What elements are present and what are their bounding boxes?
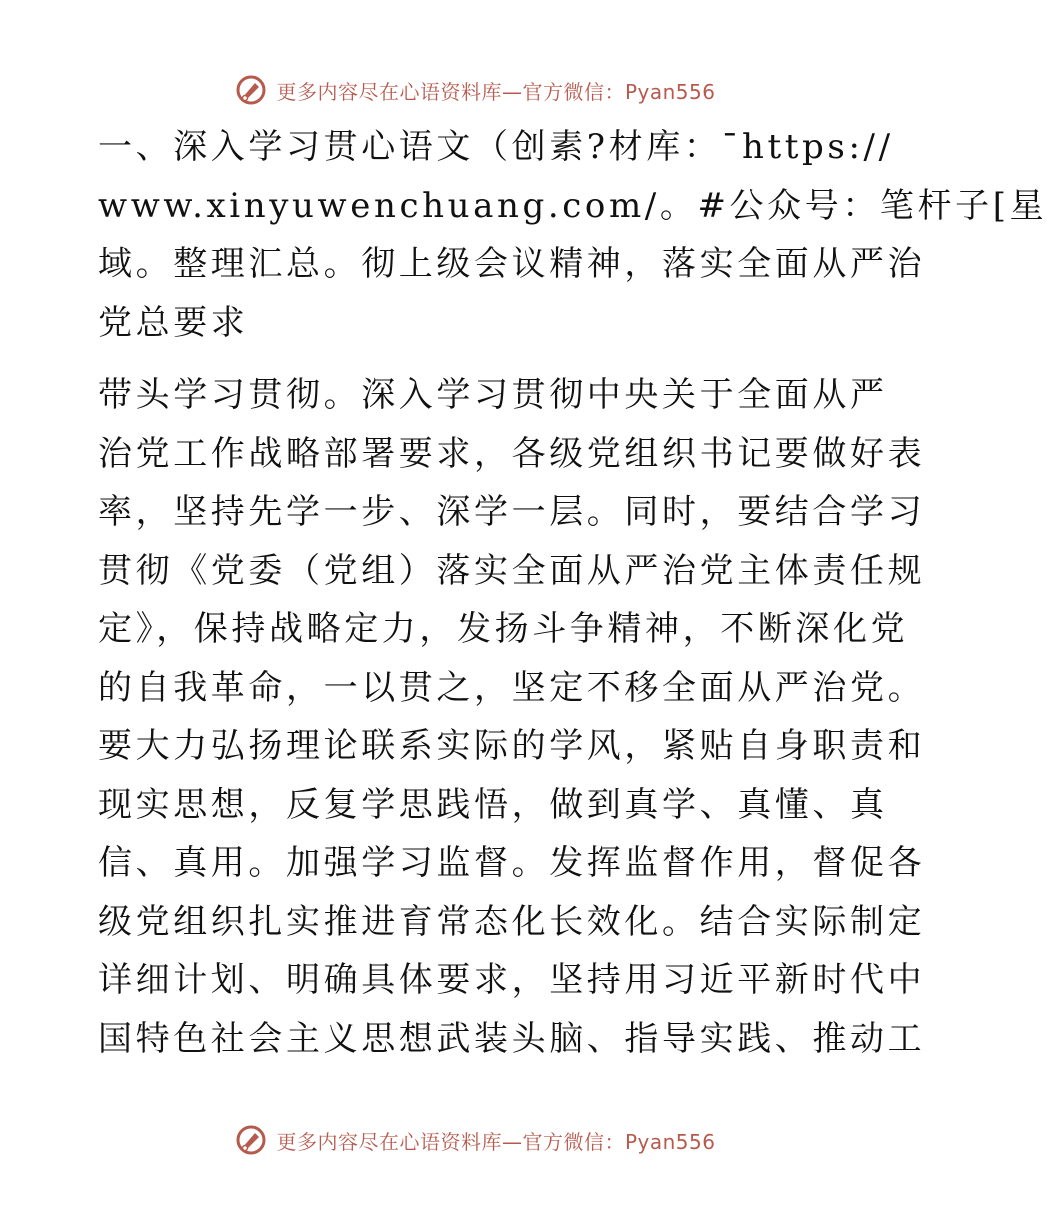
heading-line: 党总要求 xyxy=(98,302,249,343)
body-line: 信、真用。加强学习监督。发挥监督作用，督促各 xyxy=(98,843,926,883)
body-line: 带头学习贯彻。深入学习贯彻中央关于全面从严 xyxy=(98,375,888,415)
body-line: 的自我革命，一以贯之，坚定不移全面从严治党。 xyxy=(98,667,926,708)
paragraph-spacer xyxy=(98,352,858,366)
heading-line: 域。整理汇总。彻上级会议精神，落实全面从严治 xyxy=(98,244,926,284)
body-line: 级党组织扎实推进育常态化长效化。结合实际制定 xyxy=(98,901,926,942)
body-line: 率，坚持先学一步、深学一层。同时，要结合学习 xyxy=(98,492,926,532)
header-watermark xyxy=(0,70,950,110)
body-line: 治党工作战略部署要求，各级党组织书记要做好表 xyxy=(98,433,926,474)
body-paragraph xyxy=(98,366,926,1068)
header-banner-text: 更多内容尽在心语资料库—官方微信：Pyan556 xyxy=(276,79,716,104)
body-line: 国特色社会主义思想武装头脑、指导实践、推动工 xyxy=(98,1018,926,1059)
body-line: 详细计划、明确具体要求，坚持用习近平新时代中 xyxy=(98,960,926,1000)
document-body xyxy=(98,118,1047,1068)
footer-banner-text: 更多内容尽在心语资料库—官方微信：Pyan556 xyxy=(276,1129,716,1154)
logo-icon xyxy=(234,73,268,107)
body-line: 要大力弘扬理论联系实际的学风，紧贴自身职责和 xyxy=(98,726,926,766)
body-line: 现实思想，反复学思践悟，做到真学、真懂、真 xyxy=(98,784,888,825)
heading-line: 一、深入学习贯心语文（创素?材库：¯https:// xyxy=(98,127,894,167)
section-heading xyxy=(98,118,1047,352)
logo-icon xyxy=(234,1123,268,1157)
heading-line: www.xinyuwenchuang.com/。#公众号：笔杆子[星 xyxy=(98,185,1047,226)
body-line: 定》，保持战略定力，发扬斗争精神，不断深化党 xyxy=(98,609,909,649)
body-line: 贯彻《党委（党组）落实全面从严治党主体责任规 xyxy=(98,550,926,591)
footer-watermark xyxy=(0,1120,950,1160)
